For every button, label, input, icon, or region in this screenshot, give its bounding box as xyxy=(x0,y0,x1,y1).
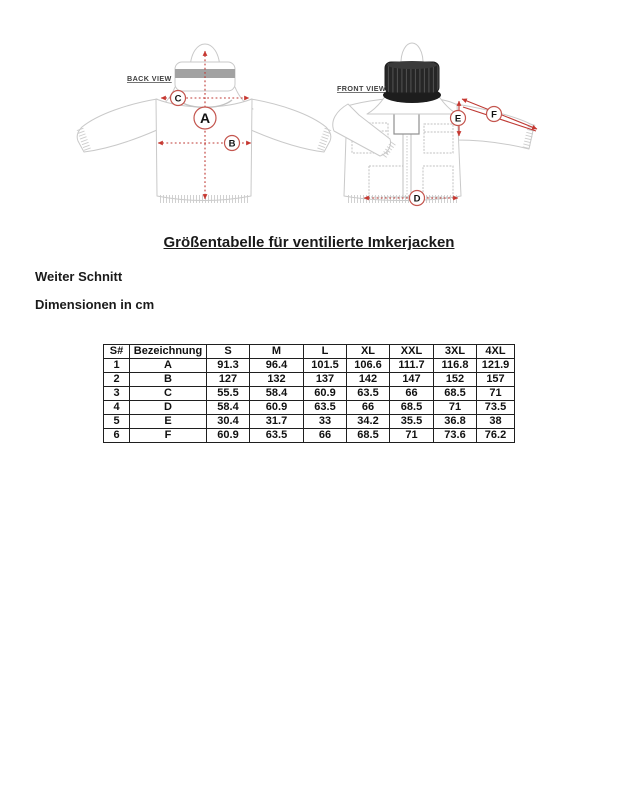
units-note: Dimensionen in cm xyxy=(35,297,155,312)
front-view-label: FRONT VIEW xyxy=(337,84,387,93)
cell: 2 xyxy=(104,373,130,387)
cell: 127 xyxy=(207,373,250,387)
marker-b-badge xyxy=(225,136,240,151)
cell: 106.6 xyxy=(347,359,390,373)
cell: 68.5 xyxy=(390,401,434,415)
table-row-d xyxy=(104,401,515,415)
header-serial: S# xyxy=(104,345,130,359)
cell: F xyxy=(130,429,207,443)
cell: 137 xyxy=(304,373,347,387)
cell: 147 xyxy=(390,373,434,387)
cell: 6 xyxy=(104,429,130,443)
marker-e-letter: E xyxy=(454,113,462,125)
size-table xyxy=(103,344,515,443)
cell: 31.7 xyxy=(250,415,304,429)
back-view-drawing xyxy=(77,44,331,201)
cell: 111.7 xyxy=(390,359,434,373)
table-row-a xyxy=(104,359,515,373)
cell: 71 xyxy=(434,401,477,415)
cell: 60.9 xyxy=(207,429,250,443)
cell: 36.8 xyxy=(434,415,477,429)
cell: 71 xyxy=(390,429,434,443)
cell: 73.6 xyxy=(434,429,477,443)
cell: 63.5 xyxy=(250,429,304,443)
cell: 71 xyxy=(477,387,515,401)
cell: C xyxy=(130,387,207,401)
marker-a-badge xyxy=(194,107,216,129)
cell: 3 xyxy=(104,387,130,401)
cell: 66 xyxy=(304,429,347,443)
cell: E xyxy=(130,415,207,429)
header-size-3xl: 3XL xyxy=(434,345,477,359)
cell: 60.9 xyxy=(304,387,347,401)
cell: 33 xyxy=(304,415,347,429)
table-row-c xyxy=(104,387,515,401)
cell: 68.5 xyxy=(347,429,390,443)
cell: 116.8 xyxy=(434,359,477,373)
back-right-sleeve xyxy=(251,99,331,152)
header-size-xl: XL xyxy=(347,345,390,359)
cell: 76.2 xyxy=(477,429,515,443)
fit-note: Weiter Schnitt xyxy=(35,269,123,284)
table-header-row xyxy=(104,345,515,359)
cell: 4 xyxy=(104,401,130,415)
cell: D xyxy=(130,401,207,415)
marker-d-letter: D xyxy=(413,193,421,205)
cell: 35.5 xyxy=(390,415,434,429)
cell: 58.4 xyxy=(207,401,250,415)
cell: 121.9 xyxy=(477,359,515,373)
cell: 55.5 xyxy=(207,387,250,401)
marker-b-letter: B xyxy=(228,138,236,150)
cell: 60.9 xyxy=(250,401,304,415)
page-title xyxy=(0,234,618,251)
cell: 68.5 xyxy=(434,387,477,401)
cell: 91.3 xyxy=(207,359,250,373)
page-title-text: Größentabelle für ventilierte Imkerjacken xyxy=(163,234,455,251)
header-size-xxl: XXL xyxy=(390,345,434,359)
cell: 152 xyxy=(434,373,477,387)
back-view-label: BACK VIEW xyxy=(127,74,172,83)
back-left-sleeve xyxy=(77,99,157,152)
table-row-f xyxy=(104,429,515,443)
cell: 1 xyxy=(104,359,130,373)
header-size-l: L xyxy=(304,345,347,359)
header-size-m: M xyxy=(250,345,304,359)
header-size-s: S xyxy=(207,345,250,359)
marker-d-badge xyxy=(410,191,425,206)
front-veil-top xyxy=(387,61,437,69)
cell: 38 xyxy=(477,415,515,429)
cell: A xyxy=(130,359,207,373)
cell: 5 xyxy=(104,415,130,429)
cell: 101.5 xyxy=(304,359,347,373)
cell: 63.5 xyxy=(304,401,347,415)
jacket-size-diagrams xyxy=(0,0,618,232)
cell: 132 xyxy=(250,373,304,387)
cell: 66 xyxy=(390,387,434,401)
cell: 96.4 xyxy=(250,359,304,373)
table-row-b xyxy=(104,373,515,387)
marker-e-badge xyxy=(451,111,466,126)
marker-f-letter: F xyxy=(491,109,497,121)
marker-c-badge xyxy=(171,91,186,106)
marker-c-letter: C xyxy=(174,93,182,105)
front-view-drawing xyxy=(333,43,537,206)
cell: 142 xyxy=(347,373,390,387)
cell: 58.4 xyxy=(250,387,304,401)
cell: 63.5 xyxy=(347,387,390,401)
cell: 157 xyxy=(477,373,515,387)
table-row-e xyxy=(104,415,515,429)
header-size-4xl: 4XL xyxy=(477,345,515,359)
header-designation: Bezeichnung xyxy=(130,345,207,359)
cell: 66 xyxy=(347,401,390,415)
marker-a-letter: A xyxy=(199,110,211,126)
marker-f-badge xyxy=(487,107,502,122)
cell: 73.5 xyxy=(477,401,515,415)
cell: 34.2 xyxy=(347,415,390,429)
cell: 30.4 xyxy=(207,415,250,429)
cell: B xyxy=(130,373,207,387)
